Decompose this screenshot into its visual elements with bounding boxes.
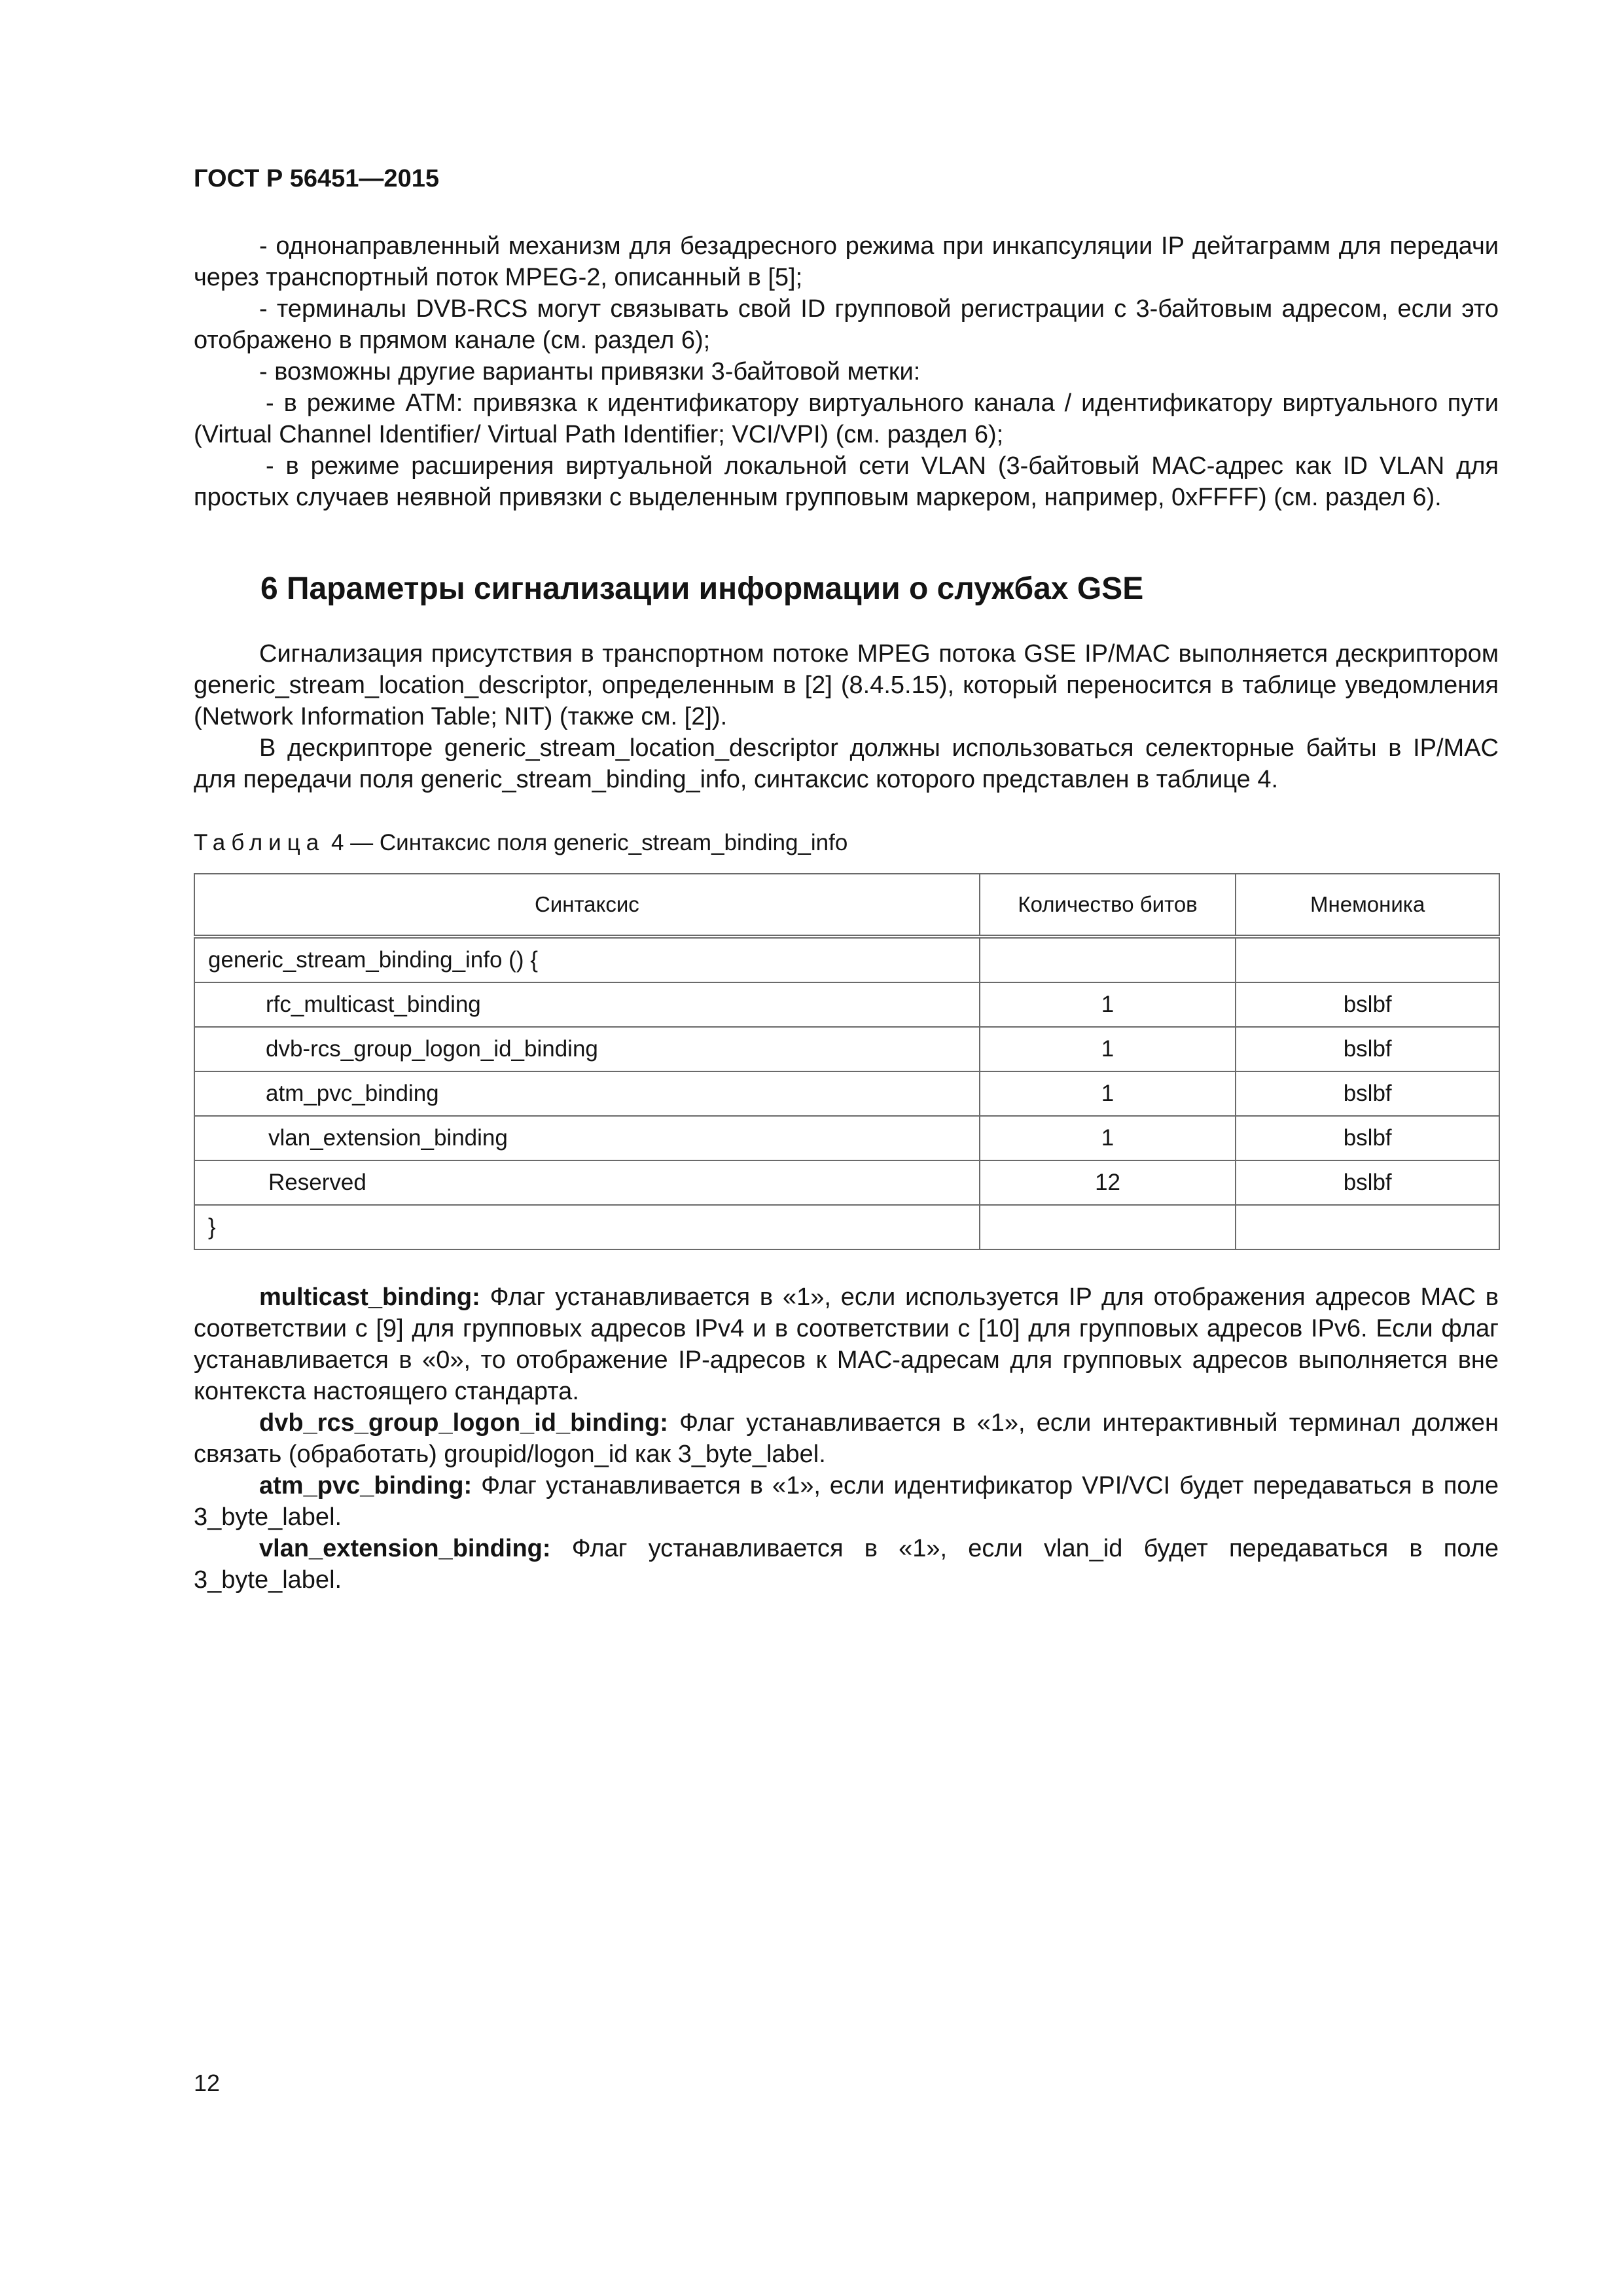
table-caption-text: 4 — Синтаксис поля generic_stream_binding_info <box>330 830 848 855</box>
definition-term: atm_pvc_binding: <box>259 1472 473 1499</box>
syntax-cell: rfc_multicast_binding <box>194 982 980 1027</box>
syntax-cell: dvb-rcs_group_logon_id_binding <box>194 1027 980 1071</box>
table-row <box>194 1205 1499 1249</box>
table-row <box>194 1071 1499 1116</box>
intro-subitem: - в режиме ATM: привязка к идентификатору виртуального канала / идентификатору виртуального пути (Virtual Channel Identifier/ Virtual Path Identifier; VCI/VPI) (см. раздел 6); <box>194 389 1499 448</box>
column-header-bits: Количество битов <box>980 874 1236 937</box>
section-paragraph: В дескрипторе generic_stream_location_descriptor должны использоваться селекторные байты в IP/MAC для передачи поля generic_stream_binding_info, синтаксис которого представлен в таблице 4. <box>194 734 1499 793</box>
syntax-cell: Reserved <box>194 1160 980 1205</box>
bits-cell: 12 <box>980 1160 1236 1205</box>
column-header-mnemonic: Мнемоника <box>1236 874 1499 937</box>
table-row <box>194 1116 1499 1160</box>
mnemonic-cell: bslbf <box>1236 1071 1499 1116</box>
intro-list <box>194 230 1499 513</box>
mnemonic-cell <box>1236 1205 1499 1249</box>
syntax-cell: atm_pvc_binding <box>194 1071 980 1116</box>
table-header-row <box>194 874 1499 937</box>
section-body <box>194 638 1499 795</box>
intro-item: - однонаправленный механизм для безадресного режима при инкапсуляции IP дейтаграмм для передачи через транспортный поток MPEG-2, описанный в [5]; <box>194 232 1499 291</box>
table-row <box>194 1160 1499 1205</box>
syntax-cell: } <box>194 1205 980 1249</box>
definition-paragraph <box>194 1282 1499 1407</box>
document-header: ГОСТ Р 56451—2015 <box>194 165 439 192</box>
mnemonic-cell: bslbf <box>1236 982 1499 1027</box>
bits-cell <box>980 937 1236 982</box>
table-row <box>194 937 1499 982</box>
field-definitions <box>194 1282 1499 1596</box>
definition-term: vlan_extension_binding: <box>259 1535 551 1562</box>
intro-item: - возможны другие варианты привязки 3-байтовой метки: <box>259 358 921 386</box>
definition-paragraph <box>194 1407 1499 1470</box>
definition-term: dvb_rcs_group_logon_id_binding: <box>259 1409 668 1437</box>
intro-item: - терминалы DVB-RCS могут связывать свой ID групповой регистрации с 3-байтовым адресом, если это отображено в прямом канале (см. раздел 6); <box>194 295 1499 354</box>
table-row <box>194 1027 1499 1071</box>
definition-paragraph <box>194 1470 1499 1533</box>
section-paragraph: Сигнализация присутствия в транспортном потоке MPEG потока GSE IP/MAC выполняется дескриптором generic_stream_location_descriptor, определенным в [2] (8.4.5.15), который переносится в таблице уведомления (Network Information Table; NIT) (также см. [2]). <box>194 640 1499 730</box>
syntax-cell: generic_stream_binding_info () { <box>194 937 980 982</box>
mnemonic-cell: bslbf <box>1236 1027 1499 1071</box>
bits-cell <box>980 1205 1236 1249</box>
table-caption-label: Таблица <box>194 830 325 855</box>
section-title: 6 Параметры сигнализации информации о службах GSE <box>260 571 1144 606</box>
bits-cell: 1 <box>980 1071 1236 1116</box>
mnemonic-cell <box>1236 937 1499 982</box>
definition-term: multicast_binding: <box>259 1283 480 1311</box>
definition-text: Флаг устанавливается в «1», если vlan_id будет передаваться в поле 3_byte_label. <box>194 1535 1499 1594</box>
column-header-syntax: Синтаксис <box>194 874 980 937</box>
table-row <box>194 982 1499 1027</box>
bits-cell: 1 <box>980 982 1236 1027</box>
definition-text: Флаг устанавливается в «1», если интерактивный терминал должен связать (обработать) groupid/logon_id как 3_byte_label. <box>194 1409 1499 1468</box>
definition-paragraph <box>194 1533 1499 1596</box>
bits-cell: 1 <box>980 1116 1236 1160</box>
definition-text: Флаг устанавливается в «1», если идентификатор VPI/VCI будет передаваться в поле 3_byte_label. <box>194 1472 1499 1531</box>
mnemonic-cell: bslbf <box>1236 1116 1499 1160</box>
page-number: 12 <box>194 2070 221 2096</box>
syntax-table <box>194 873 1500 1250</box>
intro-subitem: - в режиме расширения виртуальной локальной сети VLAN (3-байтовый MAC-адрес как ID VLAN для простых случаев неявной привязки с выделенным групповым маркером, например, 0xFFFF) (см. раздел 6). <box>194 452 1499 511</box>
table-caption <box>194 830 847 856</box>
syntax-cell: vlan_extension_binding <box>194 1116 980 1160</box>
definition-text: Флаг устанавливается в «1», если используется IP для отображения адресов MAC в соответствии с [9] для групповых адресов IPv4 и в соответствии с [10] для групповых адресов IPv6. Если флаг устанавливается в «0», то отображение IP-адресов к MAC-адресам для групповых адресов выполняется вне контекста настоящего стандарта. <box>194 1283 1499 1405</box>
mnemonic-cell: bslbf <box>1236 1160 1499 1205</box>
bits-cell: 1 <box>980 1027 1236 1071</box>
